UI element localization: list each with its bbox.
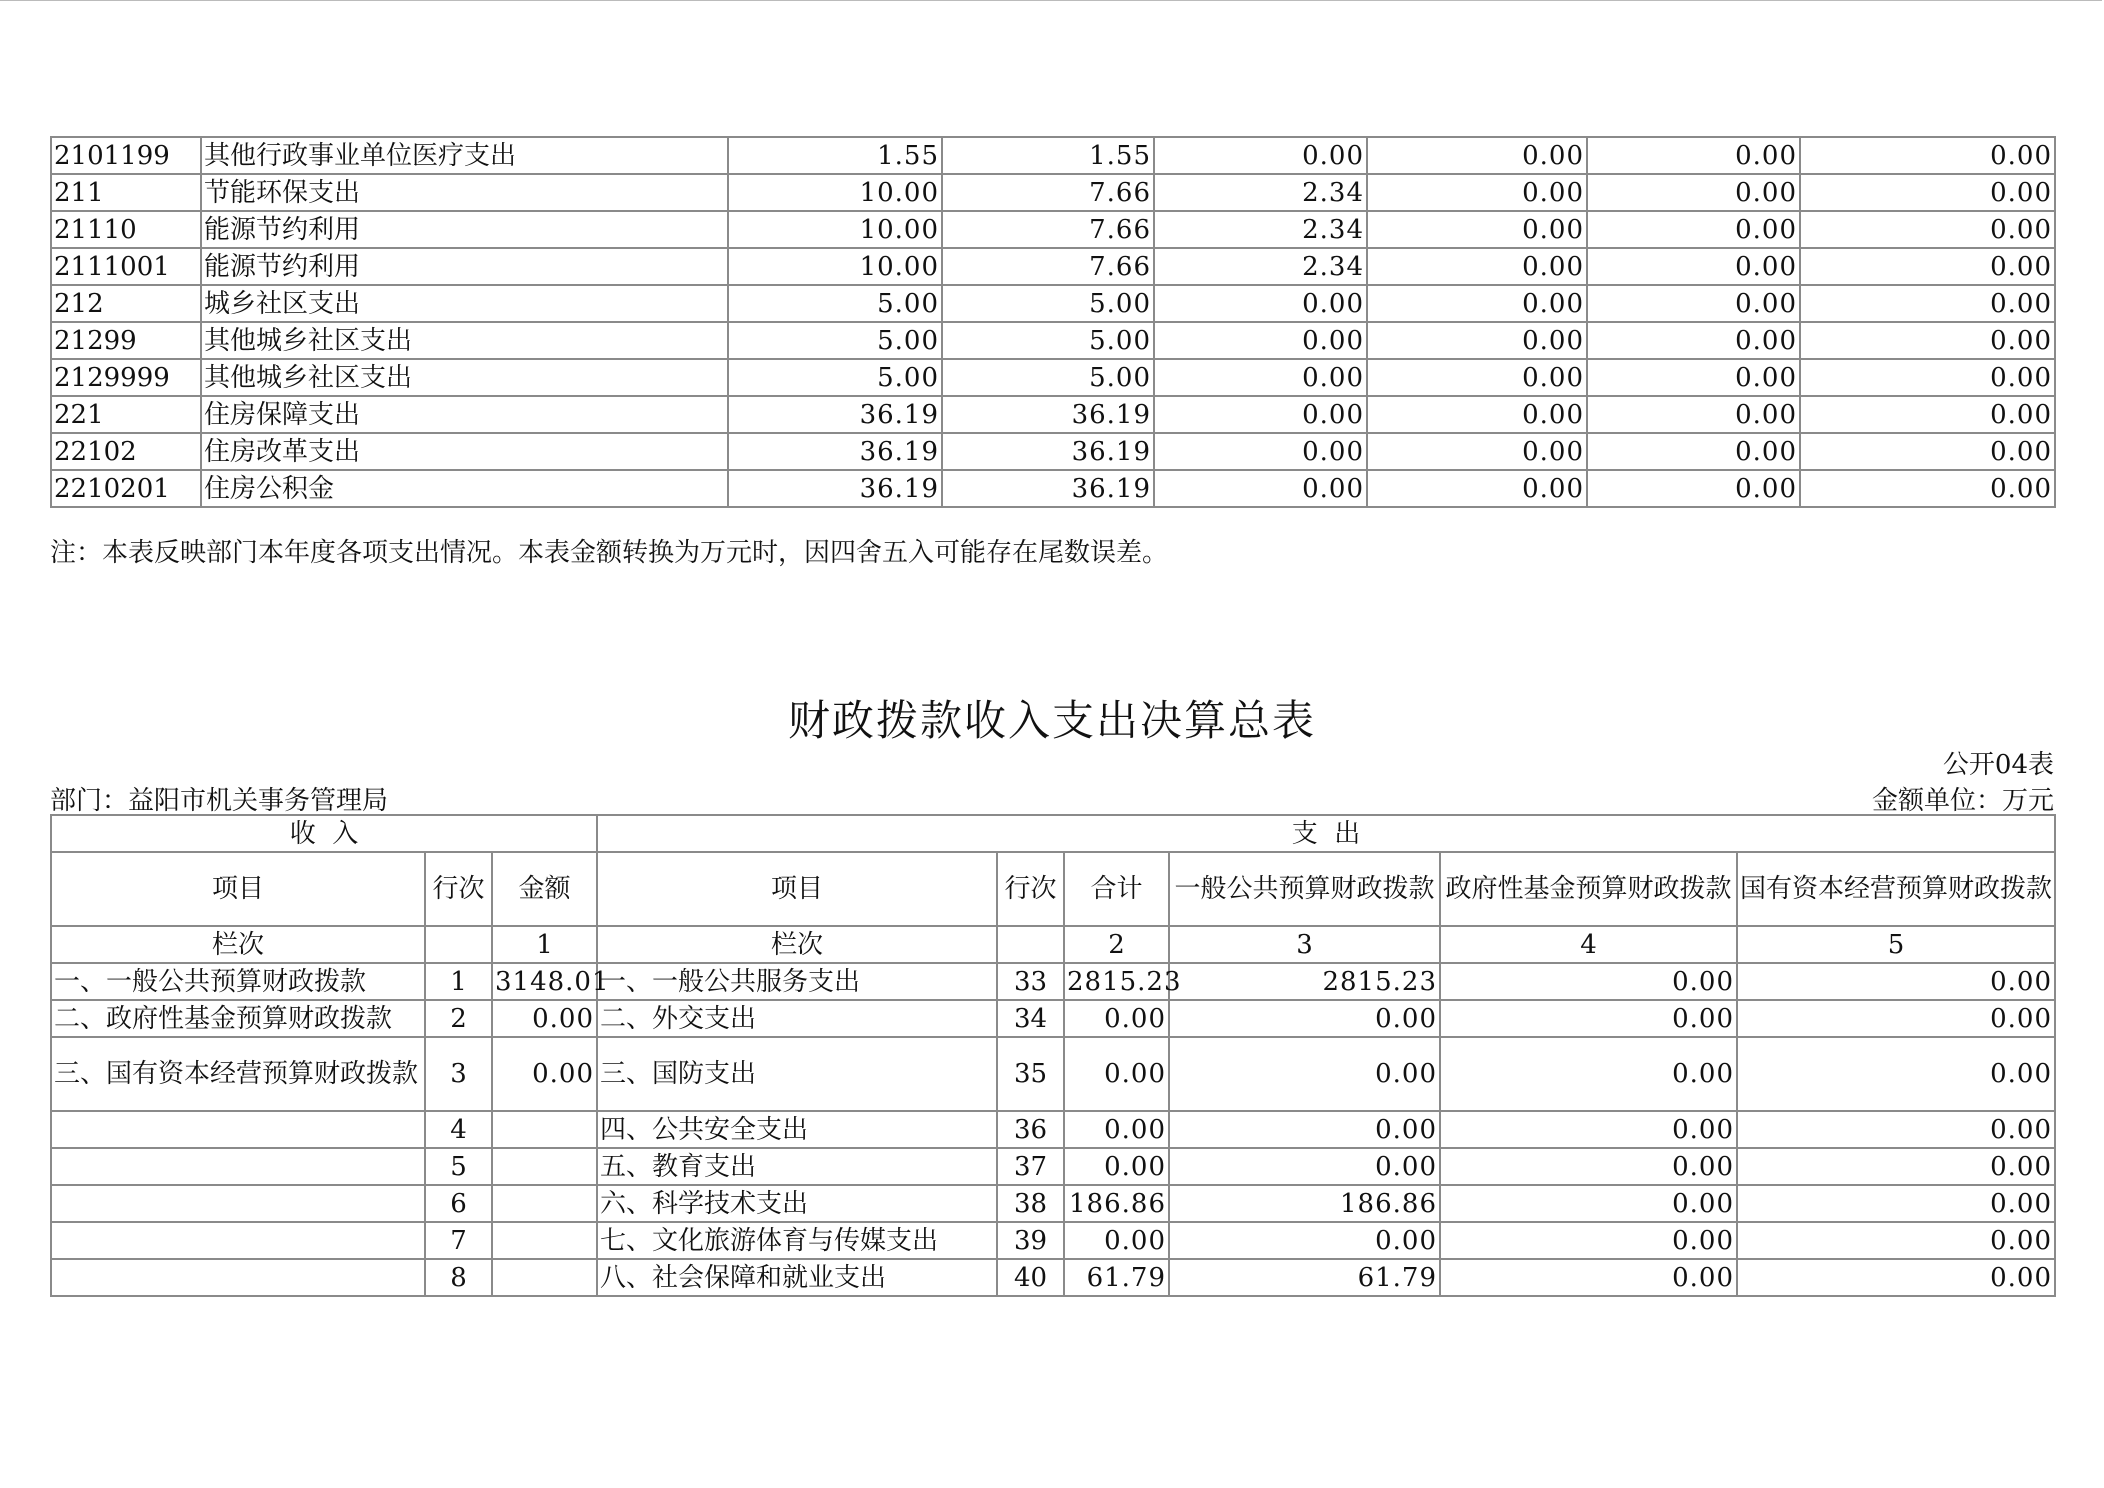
col-index-total: 2 — [1064, 926, 1169, 963]
cell-upper-grant: 0.00 — [1367, 285, 1587, 322]
cell-ex-item: 八、社会保障和就业支出 — [597, 1259, 997, 1296]
table-row — [51, 396, 2055, 433]
table-row — [51, 1222, 2055, 1259]
cell-total: 36.19 — [728, 470, 942, 507]
table-row — [51, 359, 2055, 396]
cell-in-amt — [492, 1222, 597, 1259]
cell-ex-no: 34 — [997, 1000, 1064, 1037]
cell-subject-name: 城乡社区支出 — [201, 285, 728, 322]
cell-in-no: 8 — [425, 1259, 492, 1296]
cell-basic: 7.66 — [942, 248, 1154, 285]
cell-in-amt — [492, 1259, 597, 1296]
cell-capital: 0.00 — [1737, 1111, 2055, 1148]
cell-ex-no: 37 — [997, 1148, 1064, 1185]
col-index-general: 3 — [1169, 926, 1440, 963]
cell-fund: 0.00 — [1440, 963, 1737, 1000]
column-index-row — [51, 926, 2055, 963]
cell-ex-item: 三、国防支出 — [597, 1037, 997, 1111]
cell-upper-grant: 0.00 — [1367, 359, 1587, 396]
cell-in-no: 4 — [425, 1111, 492, 1148]
cell-in-amt — [492, 1185, 597, 1222]
cell-basic: 5.00 — [942, 322, 1154, 359]
cell-basic: 7.66 — [942, 211, 1154, 248]
col-header-total: 合计 — [1064, 852, 1169, 926]
expense-header: 支 出 — [597, 815, 2055, 852]
cell-other: 0.00 — [1800, 174, 2055, 211]
cell-total: 61.79 — [1064, 1259, 1169, 1296]
cell-capital: 0.00 — [1737, 1037, 2055, 1111]
cell-ex-item: 七、文化旅游体育与传媒支出 — [597, 1222, 997, 1259]
table-row — [51, 322, 2055, 359]
col-header-expense-row-no: 行次 — [997, 852, 1064, 926]
cell-project: 0.00 — [1154, 433, 1367, 470]
cell-subsidiary: 0.00 — [1587, 248, 1800, 285]
cell-total: 5.00 — [728, 359, 942, 396]
cell-total: 0.00 — [1064, 1037, 1169, 1111]
cell-in-no: 1 — [425, 963, 492, 1000]
cell-other: 0.00 — [1800, 322, 2055, 359]
cell-fund: 0.00 — [1440, 1000, 1737, 1037]
cell-project: 0.00 — [1154, 359, 1367, 396]
cell-project: 2.34 — [1154, 248, 1367, 285]
cell-ex-no: 33 — [997, 963, 1064, 1000]
cell-subject-code: 221 — [51, 396, 201, 433]
table-row — [51, 963, 2055, 1000]
cell-total: 1.55 — [728, 137, 942, 174]
cell-project: 0.00 — [1154, 137, 1367, 174]
table-row — [51, 137, 2055, 174]
cell-general: 0.00 — [1169, 1111, 1440, 1148]
cell-subject-name: 其他行政事业单位医疗支出 — [201, 137, 728, 174]
col-header-capital-budget: 国有资本经营预算财政拨款 — [1737, 852, 2055, 926]
cell-subsidiary: 0.00 — [1587, 211, 1800, 248]
col-index-label: 栏次 — [51, 926, 425, 963]
col-header-fund-budget: 政府性基金预算财政拨款 — [1440, 852, 1737, 926]
cell-general: 0.00 — [1169, 1000, 1440, 1037]
cell-subject-code: 21110 — [51, 211, 201, 248]
form-number: 公开04表 — [1942, 750, 2054, 780]
cell-in-no: 6 — [425, 1185, 492, 1222]
cell-ex-no: 36 — [997, 1111, 1064, 1148]
col-header-income-item: 项目 — [51, 852, 425, 926]
cell-in-amt: 0.00 — [492, 1000, 597, 1037]
table-row — [51, 211, 2055, 248]
cell-in-item: 一、一般公共预算财政拨款 — [51, 963, 425, 1000]
cell-in-no: 2 — [425, 1000, 492, 1037]
income-header: 收 入 — [51, 815, 597, 852]
cell-ex-item: 二、外交支出 — [597, 1000, 997, 1037]
cell-general: 0.00 — [1169, 1222, 1440, 1259]
cell-other: 0.00 — [1800, 285, 2055, 322]
page-title: 财政拨款收入支出决算总表 — [787, 696, 1316, 745]
cell-basic: 36.19 — [942, 433, 1154, 470]
cell-basic: 1.55 — [942, 137, 1154, 174]
cell-subsidiary: 0.00 — [1587, 396, 1800, 433]
cell-subsidiary: 0.00 — [1587, 285, 1800, 322]
cell-subject-name: 能源节约利用 — [201, 248, 728, 285]
expenditure-detail-table — [50, 136, 2056, 508]
cell-project: 0.00 — [1154, 470, 1367, 507]
cell-in-item — [51, 1222, 425, 1259]
cell-subject-name: 节能环保支出 — [201, 174, 728, 211]
cell-subsidiary: 0.00 — [1587, 470, 1800, 507]
cell-upper-grant: 0.00 — [1367, 396, 1587, 433]
cell-capital: 0.00 — [1737, 963, 2055, 1000]
cell-basic: 5.00 — [942, 285, 1154, 322]
cell-other: 0.00 — [1800, 359, 2055, 396]
cell-total: 0.00 — [1064, 1148, 1169, 1185]
cell-in-item: 三、国有资本经营预算财政拨款 — [51, 1037, 425, 1111]
col-index-amount: 1 — [492, 926, 597, 963]
cell-subject-name: 住房改革支出 — [201, 433, 728, 470]
cell-other: 0.00 — [1800, 396, 2055, 433]
cell-upper-grant: 0.00 — [1367, 433, 1587, 470]
cell-ex-no: 38 — [997, 1185, 1064, 1222]
cell-other: 0.00 — [1800, 433, 2055, 470]
cell-in-item — [51, 1259, 425, 1296]
cell-general: 0.00 — [1169, 1037, 1440, 1111]
cell-upper-grant: 0.00 — [1367, 322, 1587, 359]
cell-project: 0.00 — [1154, 285, 1367, 322]
cell-basic: 5.00 — [942, 359, 1154, 396]
col-index-empty — [425, 926, 492, 963]
cell-total: 36.19 — [728, 433, 942, 470]
cell-fund: 0.00 — [1440, 1148, 1737, 1185]
table-row — [51, 470, 2055, 507]
cell-project: 0.00 — [1154, 396, 1367, 433]
col-header-income-row-no: 行次 — [425, 852, 492, 926]
table-note: 注：本表反映部门本年度各项支出情况。本表金额转换为万元时，因四舍五入可能存在尾数误差。 — [50, 538, 1169, 568]
cell-subject-code: 21299 — [51, 322, 201, 359]
cell-in-item — [51, 1148, 425, 1185]
cell-other: 0.00 — [1800, 470, 2055, 507]
section-header-row — [51, 815, 2055, 852]
cell-general: 186.86 — [1169, 1185, 1440, 1222]
cell-ex-no: 35 — [997, 1037, 1064, 1111]
cell-fund: 0.00 — [1440, 1037, 1737, 1111]
cell-subject-code: 2111001 — [51, 248, 201, 285]
cell-subject-code: 2129999 — [51, 359, 201, 396]
cell-capital: 0.00 — [1737, 1222, 2055, 1259]
cell-subsidiary: 0.00 — [1587, 137, 1800, 174]
cell-in-no: 3 — [425, 1037, 492, 1111]
cell-subject-name: 住房保障支出 — [201, 396, 728, 433]
cell-total: 0.00 — [1064, 1111, 1169, 1148]
table-row — [51, 1111, 2055, 1148]
cell-subject-code: 22102 — [51, 433, 201, 470]
cell-project: 2.34 — [1154, 211, 1367, 248]
table-row — [51, 248, 2055, 285]
cell-total: 10.00 — [728, 174, 942, 211]
cell-subject-code: 212 — [51, 285, 201, 322]
cell-in-amt — [492, 1111, 597, 1148]
col-index-exp-label: 栏次 — [597, 926, 997, 963]
cell-total: 36.19 — [728, 396, 942, 433]
cell-general: 0.00 — [1169, 1148, 1440, 1185]
cell-fund: 0.00 — [1440, 1111, 1737, 1148]
cell-in-item — [51, 1185, 425, 1222]
cell-capital: 0.00 — [1737, 1000, 2055, 1037]
amount-unit-label: 金额单位：万元 — [1871, 786, 2054, 816]
department-label: 部门：益阳市机关事务管理局 — [50, 786, 389, 816]
col-header-general-budget: 一般公共预算财政拨款 — [1169, 852, 1440, 926]
cell-basic: 7.66 — [942, 174, 1154, 211]
cell-total: 0.00 — [1064, 1000, 1169, 1037]
cell-ex-item: 五、教育支出 — [597, 1148, 997, 1185]
cell-ex-no: 39 — [997, 1222, 1064, 1259]
cell-in-amt — [492, 1148, 597, 1185]
cell-ex-item: 四、公共安全支出 — [597, 1111, 997, 1148]
cell-upper-grant: 0.00 — [1367, 137, 1587, 174]
table-row — [51, 1259, 2055, 1296]
cell-upper-grant: 0.00 — [1367, 248, 1587, 285]
cell-project: 0.00 — [1154, 322, 1367, 359]
cell-total: 10.00 — [728, 211, 942, 248]
cell-subsidiary: 0.00 — [1587, 174, 1800, 211]
cell-subsidiary: 0.00 — [1587, 433, 1800, 470]
cell-subsidiary: 0.00 — [1587, 359, 1800, 396]
cell-ex-item: 一、一般公共服务支出 — [597, 963, 997, 1000]
table-row — [51, 285, 2055, 322]
table-row — [51, 433, 2055, 470]
cell-general: 61.79 — [1169, 1259, 1440, 1296]
cell-basic: 36.19 — [942, 470, 1154, 507]
cell-subject-name: 其他城乡社区支出 — [201, 322, 728, 359]
cell-other: 0.00 — [1800, 248, 2055, 285]
cell-in-item: 二、政府性基金预算财政拨款 — [51, 1000, 425, 1037]
col-index-exp-empty — [997, 926, 1064, 963]
cell-fund: 0.00 — [1440, 1185, 1737, 1222]
col-index-fund: 4 — [1440, 926, 1737, 963]
cell-subsidiary: 0.00 — [1587, 322, 1800, 359]
cell-total: 2815.23 — [1064, 963, 1169, 1000]
cell-capital: 0.00 — [1737, 1185, 2055, 1222]
column-header-row — [51, 852, 2055, 926]
cell-in-no: 7 — [425, 1222, 492, 1259]
table-row — [51, 1185, 2055, 1222]
cell-total: 5.00 — [728, 285, 942, 322]
col-header-income-amount: 金额 — [492, 852, 597, 926]
cell-total: 5.00 — [728, 322, 942, 359]
cell-general: 2815.23 — [1169, 963, 1440, 1000]
cell-subject-name: 能源节约利用 — [201, 211, 728, 248]
cell-capital: 0.00 — [1737, 1259, 2055, 1296]
cell-total: 186.86 — [1064, 1185, 1169, 1222]
cell-in-item — [51, 1111, 425, 1148]
cell-upper-grant: 0.00 — [1367, 470, 1587, 507]
cell-subject-code: 2210201 — [51, 470, 201, 507]
cell-subject-code: 2101199 — [51, 137, 201, 174]
cell-in-amt: 3148.01 — [492, 963, 597, 1000]
cell-fund: 0.00 — [1440, 1259, 1737, 1296]
table-row — [51, 1000, 2055, 1037]
col-header-expense-item: 项目 — [597, 852, 997, 926]
cell-upper-grant: 0.00 — [1367, 174, 1587, 211]
cell-other: 0.00 — [1800, 211, 2055, 248]
cell-fund: 0.00 — [1440, 1222, 1737, 1259]
cell-total: 10.00 — [728, 248, 942, 285]
cell-ex-item: 六、科学技术支出 — [597, 1185, 997, 1222]
cell-in-no: 5 — [425, 1148, 492, 1185]
table-row — [51, 1037, 2055, 1111]
cell-basic: 36.19 — [942, 396, 1154, 433]
cell-total: 0.00 — [1064, 1222, 1169, 1259]
table-row — [51, 1148, 2055, 1185]
col-index-capital: 5 — [1737, 926, 2055, 963]
cell-other: 0.00 — [1800, 137, 2055, 174]
cell-subject-code: 211 — [51, 174, 201, 211]
cell-upper-grant: 0.00 — [1367, 211, 1587, 248]
cell-subject-name: 住房公积金 — [201, 470, 728, 507]
cell-project: 2.34 — [1154, 174, 1367, 211]
table-row — [51, 174, 2055, 211]
cell-capital: 0.00 — [1737, 1148, 2055, 1185]
cell-ex-no: 40 — [997, 1259, 1064, 1296]
cell-subject-name: 其他城乡社区支出 — [201, 359, 728, 396]
income-expense-summary-table — [50, 814, 2056, 1297]
cell-in-amt: 0.00 — [492, 1037, 597, 1111]
